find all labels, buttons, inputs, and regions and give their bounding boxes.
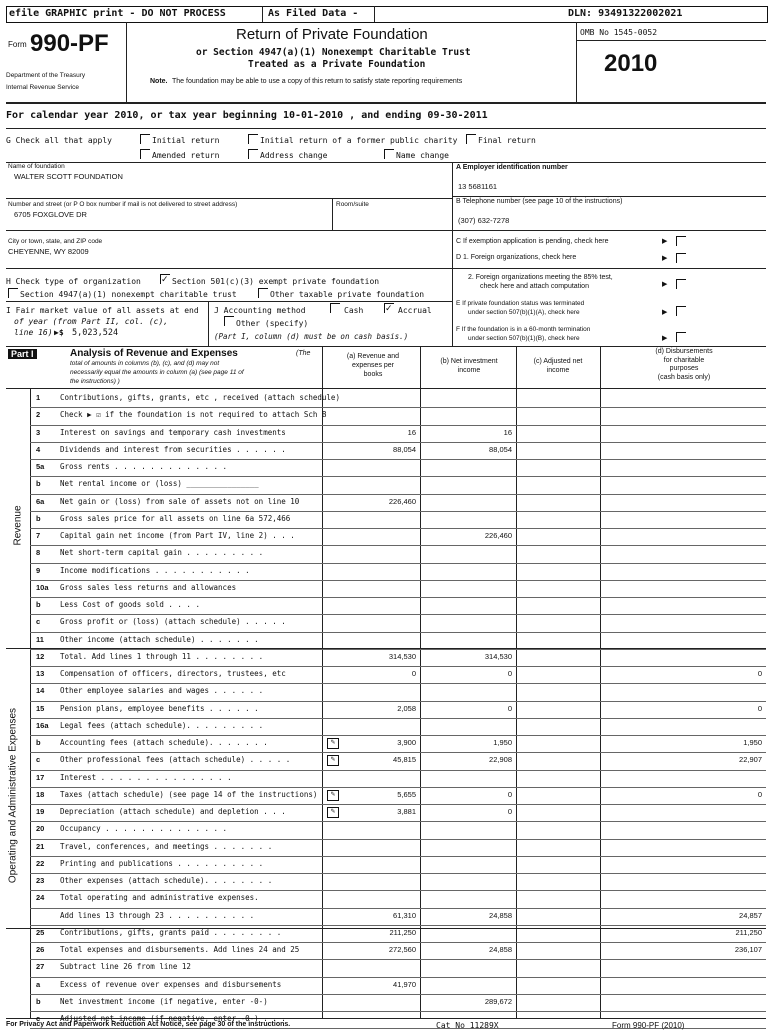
line-description: Subtract line 26 from line 12 — [60, 962, 191, 972]
line-number: 10a — [36, 582, 49, 592]
line-number: 8 — [36, 548, 41, 558]
line-description: Taxes (attach schedule) (see page 14 of the instructions) — [60, 789, 318, 799]
tax-year-line: For calendar year 2010, or tax year beginning 10-01-2010 , and ending 09-30-2011 — [6, 110, 488, 121]
col-a-value: 5,655 — [397, 789, 416, 799]
col-a-value: 2,058 — [397, 703, 416, 713]
line-number: 6a — [36, 496, 45, 506]
line-description: Accounting fees (attach schedule). . . . . . . — [60, 738, 268, 747]
line-description: Net gain or (loss) from sale of assets not on line 10 — [60, 496, 300, 506]
line-description: Net rental income or (loss) ________________ — [60, 479, 259, 489]
h-501c3-checkbox[interactable]: ✓ — [161, 274, 169, 284]
line-number: 27 — [36, 962, 45, 972]
form-subtitle-2: Treated as a Private Foundation — [248, 59, 426, 70]
j-accrual-label: Accrual — [398, 306, 432, 315]
f-label-1: F If the foundation is in a 60-month termination — [456, 326, 591, 333]
j-note: (Part I, column (d) must be on cash basis.) — [214, 332, 409, 341]
foundation-name-label: Name of foundation — [8, 163, 65, 170]
line-number: 17 — [36, 772, 45, 782]
col-b-value: 24,858 — [489, 945, 512, 954]
line-description: Other income (attach schedule) . . . . . . . — [60, 634, 259, 644]
col-b-value: 88,054 — [489, 444, 512, 454]
line-description: Compensation of officers, directors, trustees, etc — [60, 669, 286, 678]
attachment-icon[interactable]: ✎ — [327, 755, 339, 766]
line-number: 25 — [36, 927, 45, 937]
col-b-value: 1,950 — [493, 738, 512, 747]
line-description: Pension plans, employee benefits . . . . . . — [60, 703, 259, 713]
final-return-checkbox[interactable] — [466, 134, 476, 144]
col-b-value: 289,672 — [484, 996, 512, 1006]
line-description: Income modifications . . . . . . . . . . . — [60, 565, 250, 575]
d2-label-2: check here and attach computation — [480, 283, 589, 290]
line-description: Other expenses (attach schedule). . . . . . . . — [60, 876, 273, 885]
j-accrual-checkbox[interactable]: ✓ — [385, 303, 393, 313]
final-return-label: Final return — [478, 136, 536, 145]
e-label-1: E If private foundation status was terminated — [456, 300, 585, 307]
line-number: 22 — [36, 858, 45, 868]
form-prefix: Form — [8, 40, 27, 49]
line-number: 1 — [36, 393, 41, 402]
f-label-2: under section 507(b)(1)(B), check here — [468, 335, 580, 342]
i-fmv-label-2: of year (from Part II, col. (c), — [14, 317, 169, 326]
foundation-name: WALTER SCOTT FOUNDATION — [14, 172, 123, 181]
line-number: b — [36, 600, 41, 609]
line-number: 21 — [36, 841, 45, 851]
note-label: Note. — [150, 78, 168, 85]
line-number: 15 — [36, 703, 45, 713]
line-description: Net investment income (if negative, enter -0-) — [60, 996, 268, 1006]
col-d-value: 236,107 — [734, 945, 762, 954]
col-d-value: 0 — [757, 789, 762, 799]
part1-desc-1: total of amounts in columns (b), (c), and (d) may not — [70, 360, 220, 367]
line-number: 3 — [36, 427, 41, 437]
attachment-icon[interactable]: ✎ — [327, 807, 339, 818]
d1-arrow-icon: ▶ — [662, 255, 668, 262]
line-description: Gross sales price for all assets on line 6a 572,466 — [60, 513, 291, 523]
col-b-value: 226,460 — [484, 531, 512, 540]
j-other-checkbox[interactable] — [224, 316, 234, 326]
form-title: Return of Private Foundation — [236, 26, 428, 43]
d2-checkbox[interactable] — [676, 279, 686, 289]
col-b-value: 16 — [503, 427, 512, 437]
ein-value: 13 5681161 — [458, 182, 498, 191]
col-d-value: 211,250 — [735, 927, 762, 937]
street-label: Number and street (or P O box number if mail is not delivered to street address) — [8, 201, 238, 208]
col-d-value: 22,907 — [739, 755, 762, 765]
line-number: 12 — [36, 651, 45, 661]
phone-value: (307) 632-7278 — [458, 216, 510, 225]
line-description: Legal fees (attach schedule). . . . . . . . . — [60, 720, 264, 730]
line-number: 20 — [36, 824, 45, 834]
line-description: Adjusted net income (if negative, enter -0-) . . . — [60, 1014, 286, 1023]
part1-desc-3: the instructions) ) — [70, 378, 120, 385]
col-b-header: (b) Net investment income — [440, 358, 498, 374]
ein-label: A Employer identification number — [456, 164, 568, 171]
col-a-value: 314,530 — [388, 651, 416, 661]
cat-number: Cat No 11289X — [436, 1021, 499, 1030]
line-number: 14 — [36, 686, 45, 696]
e-arrow-icon: ▶ — [662, 309, 668, 316]
line-description: Gross rents . . . . . . . . . . . . . — [60, 462, 228, 471]
j-acct-label: J Accounting method — [214, 306, 306, 315]
omb-number: OMB No 1545-0052 — [580, 28, 658, 37]
street-address: 6705 FOXGLOVE DR — [14, 210, 87, 219]
h-check-label: H Check type of organization — [6, 277, 141, 286]
col-a-value: 16 — [407, 427, 416, 437]
filed-banner: As Filed Data - — [268, 8, 359, 19]
line-description: Capital gain net income (from Part IV, line 2) . . . — [60, 531, 295, 540]
line-description: Contributions, gifts, grants, etc , received (attach schedule) — [60, 393, 340, 402]
e-checkbox[interactable] — [676, 306, 686, 316]
i-fmv-label-3: line 16) — [14, 328, 53, 337]
efile-banner: efile GRAPHIC print - DO NOT PROCESS — [9, 8, 226, 19]
line-description: Travel, conferences, and meetings . . . . . . . — [60, 841, 273, 851]
line-description: Check ▶ ☑ if the foundation is not required to attach Sch B — [60, 410, 327, 420]
line-number: 5a — [36, 462, 45, 471]
h-other-checkbox[interactable] — [258, 288, 268, 298]
form-number: 990-PF — [30, 30, 109, 57]
attachment-icon[interactable]: ✎ — [327, 790, 339, 801]
initial-return-checkbox[interactable] — [140, 134, 150, 144]
line-description: Interest on savings and temporary cash investments — [60, 427, 286, 437]
dept-irs: Internal Revenue Service — [6, 84, 79, 91]
line-number: 11 — [36, 634, 44, 644]
line-description: Total. Add lines 1 through 11 . . . . . . . . — [60, 651, 264, 661]
d1-label: D 1. Foreign organizations, check here — [456, 254, 577, 261]
address-change-checkbox[interactable] — [248, 149, 258, 159]
city-label: City or town, state, and ZIP code — [8, 238, 103, 245]
line-description: Total expenses and disbursements. Add lines 24 and 25 — [60, 945, 300, 954]
form-subtitle-1: or Section 4947(a)(1) Nonexempt Charitable Trust — [196, 47, 471, 58]
line-number: 23 — [36, 876, 45, 885]
line-description: Printing and publications . . . . . . . . . . — [60, 858, 264, 868]
col-a-value: 3,900 — [397, 738, 416, 747]
address-change-label: Address change — [260, 151, 328, 160]
col-c-header: (c) Adjusted net income — [533, 358, 583, 374]
col-a-value: 211,250 — [389, 927, 416, 937]
part1-title: Analysis of Revenue and Expenses — [70, 348, 238, 359]
col-d-value: 0 — [757, 669, 762, 678]
h-4947-label: Section 4947(a)(1) nonexempt charitable trust — [20, 290, 237, 299]
line-description: Less Cost of goods sold . . . . — [60, 600, 200, 609]
line-description: Add lines 13 through 23 . . . . . . . . . . — [60, 910, 255, 920]
e-label-2: under section 507(b)(1)(A), check here — [468, 309, 580, 316]
initial-former-checkbox[interactable] — [248, 134, 258, 144]
privacy-notice: For Privacy Act and Paperwork Reduction Act Notice, see page 30 of the instructions. — [6, 1021, 291, 1028]
line-number: 19 — [36, 807, 45, 816]
line-description: Total operating and administrative expenses. — [60, 893, 259, 903]
form-footer-ref: Form 990-PF (2010) — [612, 1021, 685, 1030]
col-a-value: 3,881 — [397, 807, 416, 816]
line-description: Other professional fees (attach schedule) . . . . . — [60, 755, 291, 765]
col-b-value: 0 — [507, 789, 512, 799]
line-number: b — [36, 738, 41, 747]
col-a-value: 272,560 — [388, 945, 416, 954]
j-other-label: Other (specify) — [236, 319, 309, 328]
col-b-value: 314,530 — [484, 651, 512, 661]
tax-year: 2010 — [604, 50, 658, 77]
line-number: 13 — [36, 669, 45, 678]
phone-label: B Telephone number (see page 10 of the instructions) — [456, 198, 623, 205]
h-4947-checkbox[interactable] — [8, 288, 18, 298]
c-arrow-icon: ▶ — [662, 238, 668, 245]
line-number: 18 — [36, 789, 45, 799]
side-label-expenses: Operating and Administrative Expenses — [7, 707, 19, 884]
line-description: Other employee salaries and wages . . . . . . — [60, 686, 264, 696]
j-cash-checkbox[interactable] — [330, 303, 340, 313]
i-fmv-label-1: I Fair market value of all assets at end — [6, 306, 199, 315]
line-number: 2 — [36, 410, 41, 420]
i-fmv-arrow: ▶$ — [54, 328, 64, 337]
d1-checkbox[interactable] — [676, 253, 686, 263]
f-checkbox[interactable] — [676, 332, 686, 342]
line-description: Gross sales less returns and allowances — [60, 582, 237, 592]
dln: DLN: 93491322002021 — [568, 8, 683, 19]
col-a-value: 45,815 — [393, 755, 416, 765]
h-501c3-label: Section 501(c)(3) exempt private foundation — [172, 277, 380, 286]
room-label: Room/suite — [336, 201, 369, 208]
line-description: Depreciation (attach schedule) and depletion . . . — [60, 807, 286, 816]
col-a-header: (a) Revenue and expenses per books — [346, 353, 400, 378]
col-b-value: 0 — [507, 669, 512, 678]
line-number: 16a — [36, 720, 49, 730]
initial-return-label: Initial return — [152, 136, 220, 145]
g-check-label: G Check all that apply — [6, 136, 112, 145]
line-description: Gross profit or (loss) (attach schedule) . . . . . — [60, 617, 286, 627]
h-other-label: Other taxable private foundation — [270, 290, 425, 299]
col-b-value: 0 — [507, 807, 512, 816]
c-label: C If exemption application is pending, check here — [456, 238, 609, 245]
line-number: c — [36, 1014, 41, 1023]
part1-label: Part I — [8, 349, 37, 359]
dept-treasury: Department of the Treasury — [6, 72, 86, 79]
col-d-header: (d) Disbursements for charitable purposes (cash basis only) — [655, 348, 713, 381]
line-description: Occupancy . . . . . . . . . . . . . . — [60, 824, 228, 834]
line-number: c — [36, 755, 41, 765]
line-description: Contributions, gifts, grants paid . . . . . . . . — [60, 927, 282, 937]
amended-return-label: Amended return — [152, 151, 220, 160]
line-number: 9 — [36, 565, 41, 575]
line-description: Interest . . . . . . . . . . . . . . . — [60, 772, 232, 782]
line-number: b — [36, 996, 41, 1006]
note-text: The foundation may be able to use a copy of this return to satisfy state reporting requirements — [172, 78, 463, 85]
line-number: 24 — [36, 893, 45, 903]
j-cash-label: Cash — [344, 306, 364, 315]
col-a-value: 226,460 — [388, 496, 416, 506]
col-a-value: 88,054 — [393, 444, 416, 454]
col-b-value: 0 — [507, 703, 512, 713]
line-number: 26 — [36, 945, 45, 954]
col-b-value: 22,908 — [489, 755, 512, 765]
i-fmv-value: 5,023,524 — [72, 328, 119, 338]
line-number: c — [36, 617, 41, 627]
line-number: 4 — [36, 444, 41, 454]
name-change-checkbox[interactable] — [384, 149, 394, 159]
col-d-value: 0 — [757, 703, 762, 713]
part1-desc-2: necessarily equal the amounts in column (a) (see page 11 of — [70, 369, 244, 376]
col-d-value: 24,857 — [739, 910, 762, 920]
col-a-value: 61,310 — [393, 910, 416, 920]
initial-former-label: Initial return of a former public charity — [260, 136, 458, 145]
line-number: b — [36, 479, 41, 489]
c-checkbox[interactable] — [676, 236, 686, 246]
line-number: 7 — [36, 531, 41, 540]
line-description: Excess of revenue over expenses and disbursements — [60, 979, 282, 989]
city-state-zip: CHEYENNE, WY 82009 — [8, 247, 89, 256]
d2-label-1: 2. Foreign organizations meeting the 85% test, — [468, 274, 613, 281]
line-description: Dividends and interest from securities . . . . . . — [60, 444, 286, 454]
f-arrow-icon: ▶ — [662, 335, 668, 342]
line-description: Net short-term capital gain . . . . . . . . . — [60, 548, 264, 558]
line-number: a — [36, 979, 41, 989]
part1-title-note: (The — [296, 350, 311, 357]
amended-return-checkbox[interactable] — [140, 149, 150, 159]
col-b-value: 24,858 — [489, 910, 512, 920]
line-number: b — [36, 513, 41, 523]
attachment-icon[interactable]: ✎ — [327, 738, 339, 749]
col-a-value: 41,970 — [393, 979, 416, 989]
d2-arrow-icon: ▶ — [662, 281, 668, 288]
side-label-revenue: Revenue — [12, 505, 24, 546]
col-d-value: 1,950 — [743, 738, 762, 747]
col-a-value: 0 — [411, 669, 416, 678]
name-change-label: Name change — [396, 151, 449, 160]
